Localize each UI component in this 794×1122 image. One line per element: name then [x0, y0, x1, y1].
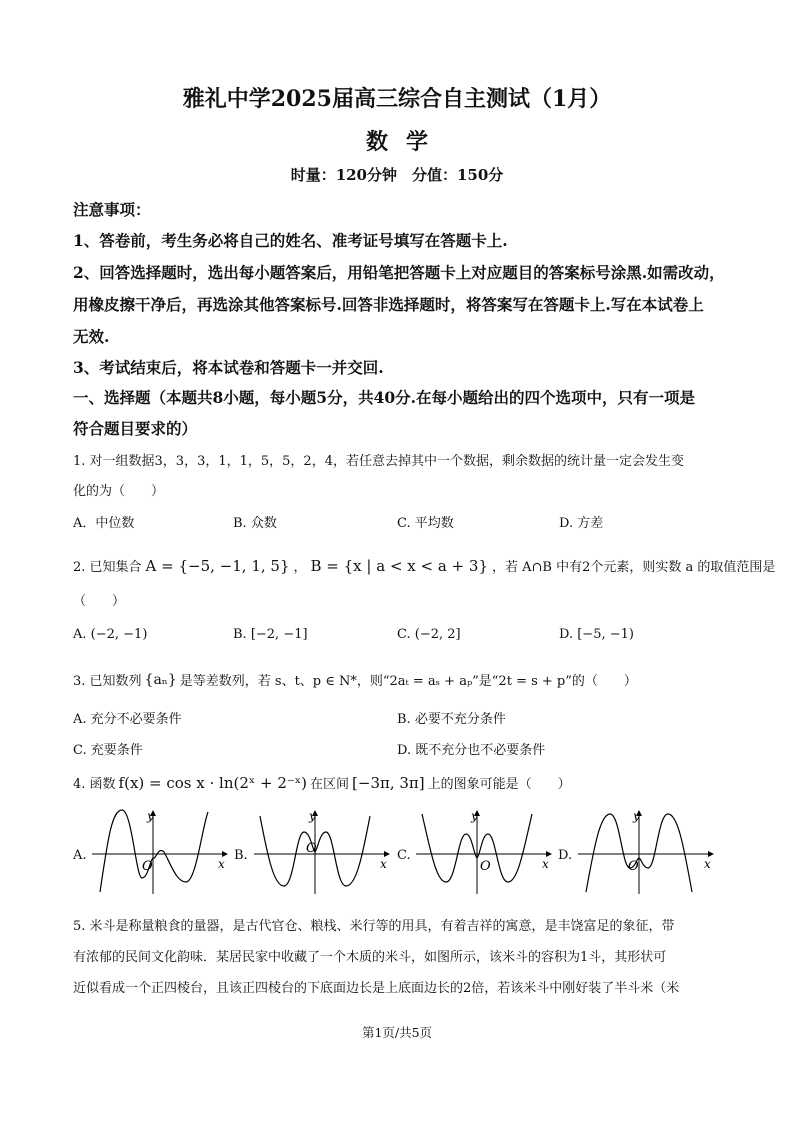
notice-item-3: 3、考试结束后，将本试卷和答题卡一并交回.	[73, 358, 384, 377]
q2-option-b: B. [−2, −1]	[233, 627, 308, 642]
q4-graph-a-origin: O	[142, 859, 153, 874]
section-1-heading-line-1: 一、选择题（本题共8小题，每小题5分，共40分.在每小题给出的四个选项中，只有一项是	[73, 388, 696, 407]
q4-graph-b-origin: O	[306, 841, 317, 856]
q5-stem-line-1: 5. 米斗是称量粮食的量器，是古代官仓、粮栈、米行等的用具，有着吉祥的寓意，是丰饶富足的象征，带	[73, 919, 675, 934]
q3-option-a: A. 充分不必要条件	[73, 712, 182, 727]
q4-stem	[73, 773, 571, 792]
q3-condition: 是等差数列，若 s、t、p ∈ N*，则“2aₜ = aₛ + aₚ”是“2t = s + p”的（ ）	[179, 674, 637, 689]
q5-stem-line-3: 近似看成一个正四棱台，且该正四棱台的下底面边长是上底面边长的2倍，若该米斗中刚好装了半斗米（米	[73, 981, 680, 996]
q2-middle: ，若 A∩B 中有2个元素，则实数 a 的取值范围是	[491, 560, 776, 575]
q4-graph-d-origin: O	[628, 859, 639, 874]
q2-stem-line-1: 2. 已知集合 A = {−5, −1, 1, 5} ， B = {x | a < x < a + 3} ，若 A∩B 中有2个元素，则实数 a 的取值范围是	[73, 556, 776, 575]
exam-title: 雅礼中学2025届高三综合自主测试（1月）	[182, 86, 612, 112]
q3-option-d: D. 既不充分也不必要条件	[397, 743, 546, 758]
q4-option-a-label: A.	[73, 848, 87, 863]
q2-stem-line-2: （ ）	[73, 594, 126, 609]
q4-graph-a	[90, 808, 230, 896]
q4-graph-d-y-label: y	[633, 809, 640, 823]
q4-graph-b-y-label: y	[309, 809, 316, 823]
q3-option-b: B. 必要不充分条件	[397, 712, 506, 727]
q4-option-c-label: C.	[397, 848, 411, 863]
page-number: 第1页/共5页	[361, 1025, 433, 1040]
q3-stem	[73, 670, 637, 689]
q2-set-b: B = {x | a < x < a + 3}	[310, 556, 488, 575]
q4-graph-d	[576, 808, 716, 896]
q4-graph-c-origin: O	[480, 859, 491, 874]
q4-mid: 在区间	[310, 777, 350, 792]
time-info: 时量：120分钟 分值：150分	[290, 166, 504, 184]
q2-option-d: D. [−5, −1)	[559, 627, 634, 642]
q4-graph-b	[252, 808, 392, 896]
q4-interval: [−3π, 3π]	[352, 773, 425, 792]
q5-stem-line-2: 有浓郁的民间文化韵味．某居民家中收藏了一个木质的米斗，如图所示，该米斗的容积为1斗，其形状可	[73, 950, 667, 965]
q4-prefix: 4. 函数	[73, 777, 116, 792]
q2-set-a: A = {−5, −1, 1, 5}	[145, 556, 290, 575]
q1-option-d: D. 方差	[559, 516, 604, 531]
q3-option-c: C. 充要条件	[73, 743, 143, 758]
q1-option-a: A．中位数	[73, 516, 135, 531]
q1-stem-line-2: 化的为（ ）	[73, 484, 165, 499]
section-1-heading-line-2: 符合题目要求的）	[73, 419, 198, 438]
notice-heading: 注意事项：	[73, 200, 151, 219]
q4-function: f(x) = cos x · ln(2ˣ + 2⁻ˣ)	[118, 773, 308, 792]
q4-graph-c-x-label: x	[542, 857, 549, 871]
subject-title: 数学	[365, 129, 446, 155]
q3-sequence: {aₙ}	[144, 671, 177, 688]
q4-graph-c	[414, 808, 554, 896]
q1-option-b: B. 众数	[233, 516, 277, 531]
notice-item-2-line-2: 用橡皮擦干净后，再选涂其他答案标号.回答非选择题时，将答案写在答题卡上.写在本试卷上	[73, 295, 704, 314]
q4-graph-a-x-label: x	[218, 857, 225, 871]
q4-graph-b-x-label: x	[380, 857, 387, 871]
q2-option-c: C. (−2, 2]	[397, 627, 461, 642]
q4-option-d-label: D.	[558, 848, 573, 863]
q2-option-a: A. (−2, −1)	[73, 627, 148, 642]
notice-item-2-line-3: 无效.	[73, 327, 110, 346]
q1-stem-line-1: 1. 对一组数据3，3，3，1，1，5，5，2，4，若任意去掉其中一个数据，剩余数据的统计量一定会发生变	[73, 454, 684, 469]
notice-item-2-line-1: 2、回答选择题时，选出每小题答案后，用铅笔把答题卡上对应题目的答案标号涂黑.如需改动，	[73, 263, 725, 282]
q4-suffix: 上的图象可能是（ ）	[427, 777, 571, 792]
q3-prefix: 3. 已知数列	[73, 674, 142, 689]
q1-option-c: C. 平均数	[397, 516, 454, 531]
q2-prefix: 2. 已知集合	[73, 560, 142, 575]
notice-item-1: 1、答卷前，考生务必将自己的姓名、准考证号填写在答题卡上.	[73, 231, 508, 250]
q4-graph-d-x-label: x	[704, 857, 711, 871]
q4-graph-a-y-label: y	[147, 809, 154, 823]
q4-option-b-label: B.	[234, 848, 248, 863]
q4-graph-c-y-label: y	[471, 809, 478, 823]
